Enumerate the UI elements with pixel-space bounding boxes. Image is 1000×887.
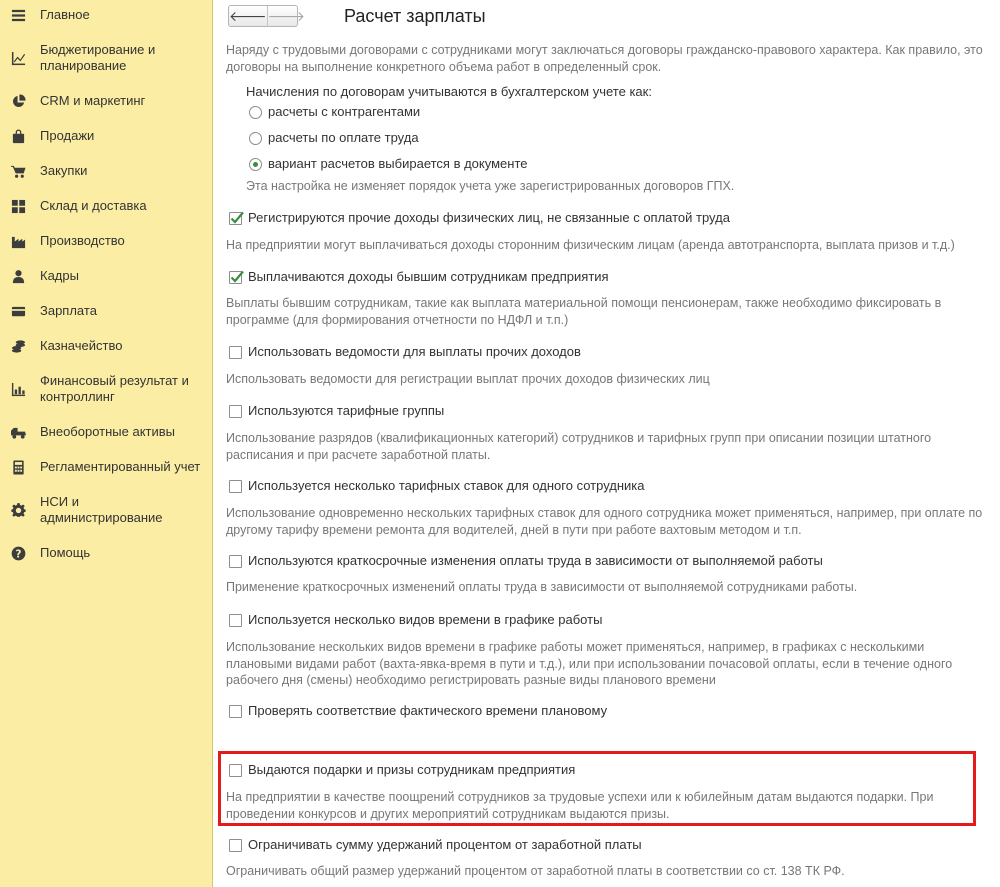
radio-in-document[interactable] xyxy=(249,158,262,171)
sidebar-item-label: Продажи xyxy=(40,128,95,143)
checkbox-short-term-changes[interactable] xyxy=(229,555,242,568)
sidebar-item-label: Помощь xyxy=(40,545,91,560)
sidebar-item-label: Склад и доставка xyxy=(40,198,147,213)
radio-contractors[interactable] xyxy=(249,106,262,119)
sidebar xyxy=(0,0,213,887)
sidebar-item-label: Кадры xyxy=(40,268,79,283)
sidebar-item-label: Финансовый результат и контроллинг xyxy=(40,373,189,404)
checkbox-former-employees[interactable] xyxy=(229,271,242,284)
setting-label[interactable]: Используются краткосрочные изменения оплаты труда в зависимости от выполняемой работы xyxy=(248,553,823,568)
factory-icon xyxy=(10,233,26,249)
sidebar-item-label: Зарплата xyxy=(40,303,97,318)
bar-chart-icon xyxy=(10,381,26,397)
back-button[interactable]: 🡐 xyxy=(229,7,267,24)
forward-button[interactable]: 🡒 xyxy=(267,6,306,26)
sidebar-item-label: Производство xyxy=(40,233,125,248)
setting-label[interactable]: Используется несколько тарифных ставок для одного сотрудника xyxy=(248,478,645,493)
setting-description: На предприятии в качестве поощрений сотрудников за трудовые успехи или к юбилейным датам выдаются подарки. При проведении конкурсов и других мероприятий сотрудникам выдаются призы. xyxy=(226,790,934,821)
checkbox-time-types[interactable] xyxy=(229,614,242,627)
truck-icon xyxy=(10,424,26,440)
sidebar-item-label: Бюджетирование и планирование xyxy=(40,42,156,73)
budget-icon xyxy=(10,50,26,66)
setting-description: Применение краткосрочных изменений оплаты труда в зависимости от выполняемой сотрудниками работы. xyxy=(226,580,858,594)
checkbox-other-income[interactable] xyxy=(229,212,242,225)
gph-intro-text: Наряду с трудовыми договорами с сотрудниками могут заключаться договоры гражданско-правового характера. Как правило, это договоры на выполнение конкретного объема работ в определенный срок. xyxy=(226,43,983,74)
person-icon xyxy=(10,268,26,284)
calculator-icon xyxy=(10,459,26,475)
setting-label[interactable]: Использовать ведомости для выплаты прочих доходов xyxy=(248,344,581,359)
setting-description: Использование разрядов (квалификационных категорий) сотрудников и тарифных групп при описании позиции штатного расписания и при расчете заработной платы. xyxy=(226,431,932,462)
warehouse-grid-icon xyxy=(10,198,26,214)
setting-label[interactable]: Используются тарифные группы xyxy=(248,403,445,418)
setting-label[interactable]: Проверять соответствие фактического времени плановому xyxy=(248,703,608,718)
setting-label[interactable]: Ограничивать сумму удержаний процентом от заработной платы xyxy=(248,837,642,852)
sidebar-item-label: Казначейство xyxy=(40,338,123,353)
svg-text:?: ? xyxy=(15,547,21,560)
setting-description: Использование одновременно нескольких тарифных ставок для одного сотрудника может применяться, например, при оплате по другому тарифу времени ремонта для водителей, дней в пути при работе вахтовым методом и т.п. xyxy=(226,506,983,537)
setting-description: Использование нескольких видов времени в графике работы может применяться, например, в графиках с несколькими плановыми видами работ (вахта-явка-время в пути и т.д.), или при использовании почасовой оплаты, если в течение одного рабочего дня (смены) необходимо регистрировать разные виды планового времени xyxy=(226,640,953,687)
setting-label[interactable]: Выдаются подарки и призы сотрудникам предприятия xyxy=(248,762,576,777)
checkbox-check-planned-time[interactable] xyxy=(229,705,242,718)
setting-description: Ограничивать общий размер удержаний процентом от заработной платы в соответствии со ст. 138 ТК РФ. xyxy=(226,864,845,878)
setting-description: Использовать ведомости для регистрации выплат прочих доходов физических лиц xyxy=(226,372,710,386)
sidebar-item-label: Внеоборотные активы xyxy=(40,424,176,439)
setting-label[interactable]: Выплачиваются доходы бывшим сотрудникам предприятия xyxy=(248,269,609,284)
setting-label[interactable]: Используется несколько видов времени в графике работы xyxy=(248,612,603,627)
checkbox-multiple-rates[interactable] xyxy=(229,480,242,493)
setting-description: Выплаты бывшим сотрудникам, такие как выплата материальной помощи пенсионерам, также необходимо фиксировать в программе (для формирования отчетности по НДФЛ и т.п.) xyxy=(226,296,942,327)
sidebar-item-label: НСИ и администрирование xyxy=(40,494,163,525)
menu-icon xyxy=(10,7,26,23)
checkbox-limit-deductions[interactable] xyxy=(229,839,242,852)
setting-label[interactable]: Регистрируются прочие доходы физических лиц, не связанные с оплатой труда xyxy=(248,210,730,225)
check-icon xyxy=(229,210,245,226)
setting-description: На предприятии могут выплачиваться доходы сторонним физическим лицам (аренда автотранспорта, выплата призов и т.д.) xyxy=(226,238,955,252)
pie-chart-icon xyxy=(10,93,26,109)
checkbox-gifts-prizes[interactable] xyxy=(229,764,242,777)
history-buttons xyxy=(228,5,306,27)
accrual-group-label: Начисления по договорам учитываются в бухгалтерском учете как: xyxy=(246,84,652,99)
wallet-icon xyxy=(10,303,26,319)
help-icon xyxy=(10,545,26,561)
cart-icon xyxy=(10,163,26,179)
bag-icon xyxy=(10,128,26,144)
coins-icon xyxy=(10,338,26,354)
checkbox-payment-statements[interactable] xyxy=(229,346,242,359)
sidebar-item-label: Главное xyxy=(40,7,90,22)
check-icon xyxy=(229,269,245,285)
radio-selected-dot xyxy=(253,162,258,167)
radio-payroll[interactable] xyxy=(249,132,262,145)
radio-payroll-label[interactable]: расчеты по оплате труда xyxy=(268,130,419,145)
sidebar-item-label: Регламентированный учет xyxy=(40,459,201,474)
gear-icon xyxy=(10,502,26,518)
accrual-note: Эта настройка не изменяет порядок учета уже зарегистрированных договоров ГПХ. xyxy=(246,179,735,193)
radio-contractors-label[interactable]: расчеты с контрагентами xyxy=(268,104,421,119)
sidebar-item-label: Закупки xyxy=(40,163,88,178)
sidebar-item-label: CRM и маркетинг xyxy=(40,93,146,108)
radio-in-document-label[interactable]: вариант расчетов выбирается в документе xyxy=(268,156,528,171)
main-panel xyxy=(214,0,1000,887)
checkbox-tariff-groups[interactable] xyxy=(229,405,242,418)
page-title: Расчет зарплаты xyxy=(344,6,486,26)
